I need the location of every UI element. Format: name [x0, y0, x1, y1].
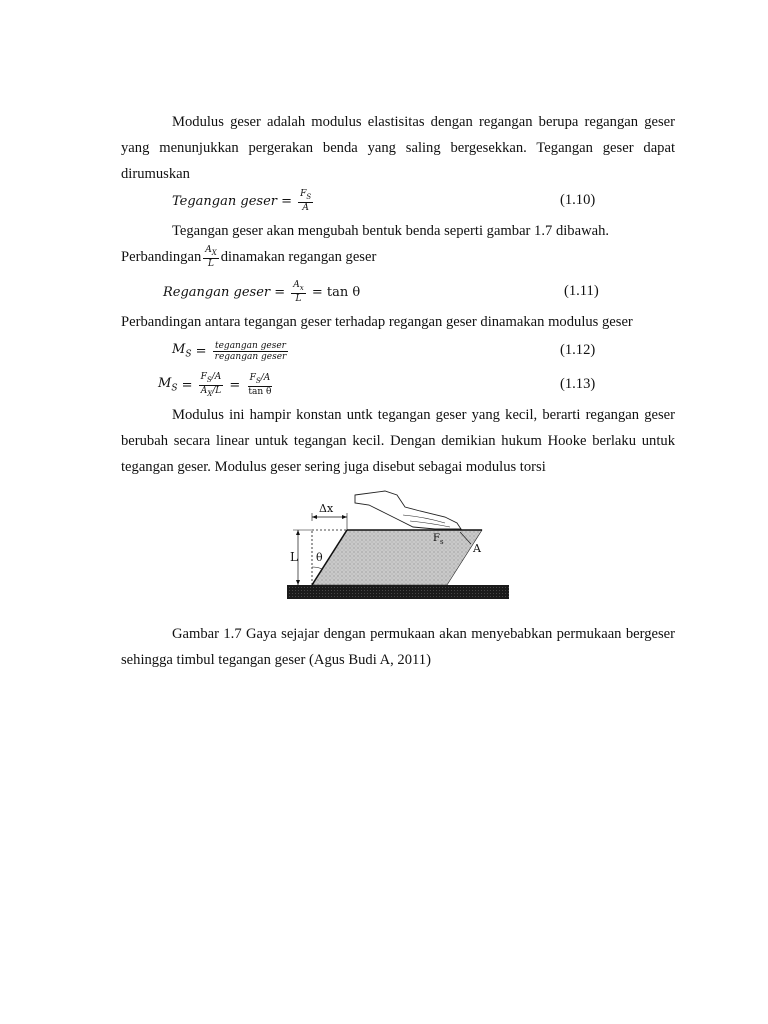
label-dx: Δx	[319, 502, 334, 515]
equation-1-13: $M_S$ = $\frac{F_S/A}{A_X/L}$ = $\frac{F_S/A}{\text{tan θ}}$	[158, 371, 272, 398]
ratio-fraction: $\frac{A_X}{L}$	[205, 245, 217, 269]
label-theta: θ	[316, 551, 323, 564]
sheared-block	[312, 530, 482, 585]
paragraph-modulus-definition: Perbandingan antara tegangan geser terhadap regangan geser dinamakan modulus geser	[121, 314, 633, 330]
shear-figure	[285, 487, 515, 603]
paragraph-shear-stress: Tegangan geser akan mengubah bentuk benda seperti gambar 1.7 dibawah.	[172, 223, 610, 239]
equation-1-10: Tegangan geser = $\frac{F_S}{A}$	[172, 189, 312, 213]
label-force: $F_s$	[433, 533, 444, 546]
label-area: A	[473, 542, 481, 555]
equation-number: (1.13)	[560, 376, 596, 392]
equation-number: (1.12)	[560, 342, 596, 358]
eq-lhs: Tegangan geser	[172, 193, 277, 209]
paragraph-intro: Modulus geser adalah modulus elastisitas dengan regangan berupa regangan geser yang menunjukkan pergerakan benda yang saling bergesekkan. Tegangan geser dapat dirumuskan	[121, 114, 675, 182]
ratio-sentence: Perbandingan $\frac{A_X}{L}$ dinamakan regangan geser	[121, 245, 377, 269]
equation-1-11: Regangan geser = $\frac{A_x}{L}$ = tan θ	[163, 280, 361, 304]
hand-drawing	[355, 491, 461, 529]
equation-number: (1.10)	[560, 192, 596, 208]
ground-base	[287, 585, 509, 599]
label-L: L	[290, 550, 298, 564]
equation-number: (1.11)	[564, 283, 599, 299]
paragraph-modulus-torsion: Modulus ini hampir konstan untk tegangan geser yang kecil, berarti regangan geser berubah secara linear untuk tegangan kecil. Dengan demikian hukum Hooke berlaku untuk tegangan geser. Modulus geser sering juga disebut sebagai modulus torsi	[121, 407, 675, 475]
equation-1-12: $M_S$ = $\frac{\text{tegangan geser}}{\text{regangan geser}}$	[172, 340, 287, 362]
figure-caption: Gambar 1.7 Gaya sejajar dengan permukaan akan menyebabkan permukaan bergeser sehingga timbul tegangan geser (Agus Budi A, 2011)	[121, 626, 675, 668]
eq-fraction: $\frac{F_S}{A}$	[300, 189, 312, 213]
